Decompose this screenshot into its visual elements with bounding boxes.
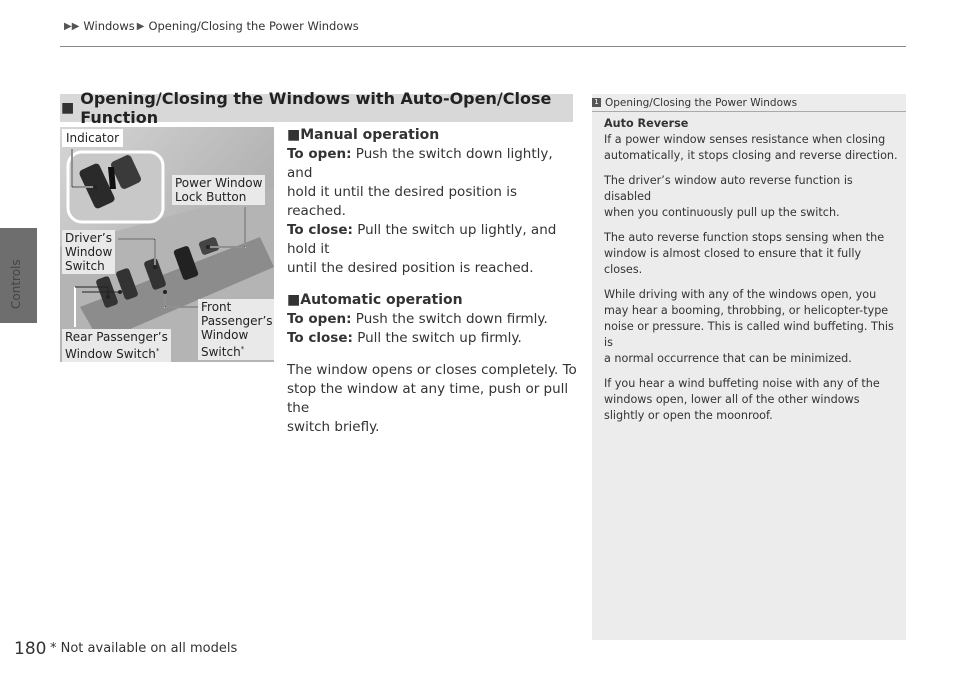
line: The driver’s window auto reverse function is disabled	[604, 174, 853, 203]
asterisk: *	[155, 347, 160, 355]
footnote: * Not available on all models	[50, 641, 238, 656]
window-switch-figure	[60, 127, 274, 362]
automatic-note: switch briefly.	[287, 419, 380, 435]
square-bullet-icon: ■	[287, 292, 301, 308]
label-line: Window	[65, 245, 113, 259]
close-label: To close:	[287, 222, 353, 238]
line: While driving with any of the windows open, you	[604, 288, 877, 301]
close-text: Pull the switch up firmly.	[357, 330, 522, 346]
automatic-note: stop the window at any time, push or pull the	[287, 381, 569, 416]
header-divider	[60, 46, 906, 47]
sidebar-header-text: Opening/Closing the Power Windows	[605, 96, 798, 109]
sidebar-title: Auto Reverse	[604, 117, 689, 130]
line: If you hear a wind buffeting noise with any of the	[604, 377, 880, 390]
automatic-note: The window opens or closes completely. To	[287, 362, 577, 378]
sidebar-body	[604, 116, 900, 433]
close-label: To close:	[287, 330, 353, 346]
label-indicator: Indicator	[62, 129, 123, 147]
label-line	[201, 342, 273, 359]
heading-text: Manual operation	[300, 127, 440, 143]
line: may hear a booming, throbbing, or helicopter-type	[604, 304, 889, 317]
sidebar-paragraph	[604, 132, 900, 164]
line: a normal occurrence that can be minimized.	[604, 352, 852, 365]
manual-open-cont: hold it until the desired position is reached.	[287, 184, 518, 219]
breadcrumb	[64, 19, 359, 33]
automatic-close	[287, 329, 577, 348]
sidebar-header	[592, 94, 906, 112]
reference-icon: 1	[592, 98, 601, 107]
open-text: Push the switch down firmly.	[355, 311, 548, 327]
line: when you continuously pull up the switch.	[604, 206, 840, 219]
page-number: 180	[14, 639, 47, 659]
open-label: To open:	[287, 311, 352, 327]
line: noise or pressure. This is called wind buffeting. This is	[604, 320, 894, 349]
manual-close-cont: until the desired position is reached.	[287, 260, 534, 276]
section-title: Opening/Closing the Windows with Auto-Open/Close Function	[80, 89, 552, 127]
square-bullet-icon: ■	[61, 100, 75, 116]
open-text: Push the switch down lightly, and	[287, 146, 553, 181]
line: automatically, it stops closing and reverse direction.	[604, 149, 898, 162]
heading-text: Automatic operation	[300, 292, 463, 308]
label-line: Rear Passenger’s	[65, 330, 168, 344]
manual-open	[287, 145, 577, 183]
manual-close	[287, 221, 577, 259]
breadcrumb-item-current: Opening/Closing the Power Windows	[148, 19, 359, 33]
main-text	[287, 126, 577, 437]
section-heading	[60, 89, 573, 127]
manual-heading	[287, 126, 577, 145]
line: slightly or open the moonroof.	[604, 409, 773, 422]
label-line: Power Window	[175, 176, 263, 190]
line: window is almost closed to ensure that it fully closes.	[604, 247, 862, 276]
label-line: Window	[201, 328, 249, 342]
label-line: Driver’s	[65, 231, 112, 245]
label-line: Passenger’s	[201, 314, 273, 328]
line: If a power window senses resistance when closing	[604, 133, 886, 146]
line: The auto reverse function stops sensing when the	[604, 231, 885, 244]
chevron-right-icon: ▶▶	[64, 20, 80, 32]
label-line: Front	[201, 300, 232, 314]
sidebar-paragraph	[604, 230, 900, 278]
close-text: Pull the switch up lightly, and hold it	[287, 222, 557, 257]
sidebar-paragraph	[604, 376, 900, 424]
automatic-heading	[287, 291, 577, 310]
label-line: Switch	[65, 259, 105, 273]
breadcrumb-item-windows[interactable]: Windows	[83, 19, 135, 33]
asterisk: *	[240, 345, 245, 353]
chevron-right-icon: ▶	[136, 20, 145, 32]
label-front-passenger-switch	[198, 299, 274, 360]
line: windows open, lower all of the other windows	[604, 393, 860, 406]
label-power-window-lock	[172, 175, 265, 205]
label-text: Window Switch	[65, 347, 156, 361]
sidebar-paragraph	[604, 173, 900, 221]
label-drivers-window-switch	[62, 230, 115, 274]
open-label: To open:	[287, 146, 352, 162]
sidebar-note	[592, 94, 906, 640]
square-bullet-icon: ■	[287, 127, 301, 143]
label-text: Switch	[201, 345, 241, 359]
automatic-open	[287, 310, 577, 329]
label-line	[65, 344, 168, 361]
sidebar-paragraph	[604, 287, 900, 367]
label-rear-passenger-switch	[62, 329, 171, 362]
label-line: Lock Button	[175, 190, 247, 204]
chapter-label: Controls	[9, 259, 23, 309]
